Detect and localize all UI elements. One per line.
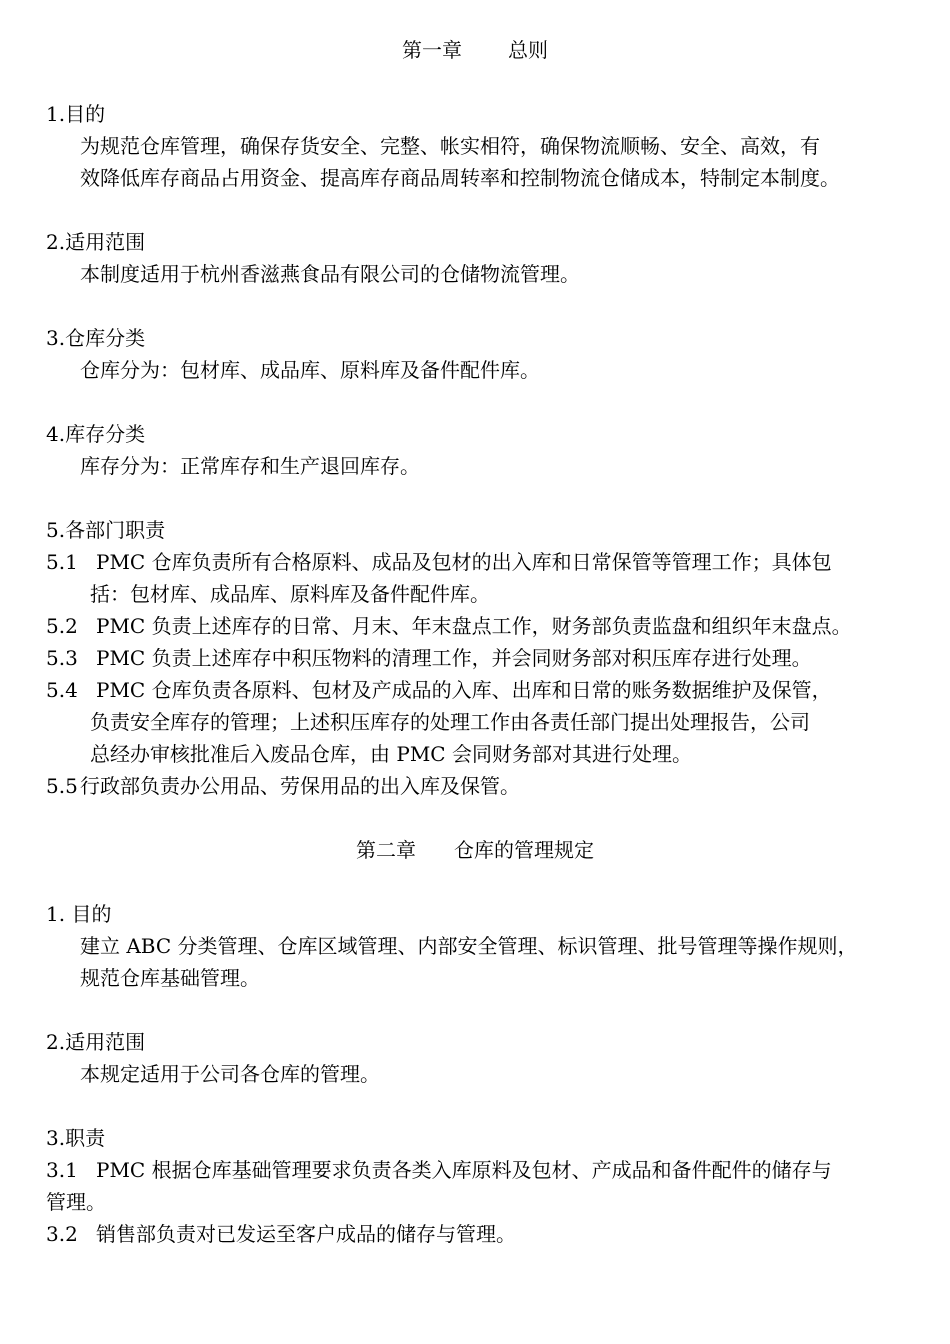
item-number: 5.4 bbox=[46, 678, 78, 702]
item-line: 行政部负责办公用品、劳保用品的出入库及保管。 bbox=[80, 774, 520, 798]
item-line: PMC 仓库负责各原料、包材及产成品的入库、出库和日常的账务数据维护及保管， bbox=[96, 678, 832, 702]
section-heading: 5.各部门职责 bbox=[46, 518, 166, 542]
paragraph-line: 本制度适用于杭州香滋燕食品有限公司的仓储物流管理。 bbox=[80, 262, 580, 286]
paragraph-line: 仓库分为：包材库、成品库、原料库及备件配件库。 bbox=[80, 358, 540, 382]
item-line: 销售部负责对已发运至客户成品的储存与管理。 bbox=[96, 1222, 516, 1246]
chapter-1-title: 总则 bbox=[508, 38, 548, 62]
paragraph-line: 建立 ABC 分类管理、仓库区域管理、内部安全管理、标识管理、批号管理等操作规则， bbox=[80, 934, 858, 958]
item-number: 5.5 bbox=[46, 774, 78, 798]
section-heading: 1. 目的 bbox=[46, 902, 112, 926]
item-number: 3.2 bbox=[46, 1222, 78, 1246]
chapter-1-number: 第一章 bbox=[402, 38, 462, 62]
item-line: 总经办审核批准后入废品仓库，由 PMC 会同财务部对其进行处理。 bbox=[90, 742, 692, 766]
chapter-1-heading bbox=[0, 37, 950, 63]
item-line: PMC 负责上述库存中积压物料的清理工作，并会同财务部对积压库存进行处理。 bbox=[96, 646, 812, 670]
item-line: 负责安全库存的管理；上述积压库存的处理工作由各责任部门提出处理报告，公司 bbox=[90, 710, 810, 734]
item-number: 5.3 bbox=[46, 646, 78, 670]
section-heading: 3.职责 bbox=[46, 1126, 106, 1150]
section-heading: 4.库存分类 bbox=[46, 422, 146, 446]
section-heading: 2.适用范围 bbox=[46, 230, 146, 254]
section-heading: 3.仓库分类 bbox=[46, 326, 146, 350]
item-number: 5.2 bbox=[46, 614, 78, 638]
item-line: 括：包材库、成品库、原料库及备件配件库。 bbox=[90, 582, 490, 606]
paragraph-line: 库存分为：正常库存和生产退回库存。 bbox=[80, 454, 420, 478]
chapter-2-heading bbox=[0, 837, 950, 863]
section-heading: 2.适用范围 bbox=[46, 1030, 146, 1054]
paragraph-line: 规范仓库基础管理。 bbox=[80, 966, 260, 990]
paragraph-line: 本规定适用于公司各仓库的管理。 bbox=[80, 1062, 380, 1086]
paragraph-line: 为规范仓库管理，确保存货安全、完整、帐实相符，确保物流顺畅、安全、高效，有 bbox=[80, 134, 820, 158]
item-line: PMC 仓库负责所有合格原料、成品及包材的出入库和日常保管等管理工作；具体包 bbox=[96, 550, 832, 574]
item-line: PMC 根据仓库基础管理要求负责各类入库原料及包材、产成品和备件配件的储存与 bbox=[96, 1158, 832, 1182]
item-line: 管理。 bbox=[46, 1190, 106, 1214]
paragraph-line: 效降低库存商品占用资金、提高库存商品周转率和控制物流仓储成本，特制定本制度。 bbox=[80, 166, 840, 190]
item-number: 5.1 bbox=[46, 550, 78, 574]
item-line: PMC 负责上述库存的日常、月末、年末盘点工作，财务部负责监盘和组织年末盘点。 bbox=[96, 614, 852, 638]
chapter-2-title: 仓库的管理规定 bbox=[454, 838, 594, 862]
chapter-2-number: 第二章 bbox=[356, 838, 416, 862]
section-heading: 1.目的 bbox=[46, 102, 106, 126]
item-number: 3.1 bbox=[46, 1158, 78, 1182]
